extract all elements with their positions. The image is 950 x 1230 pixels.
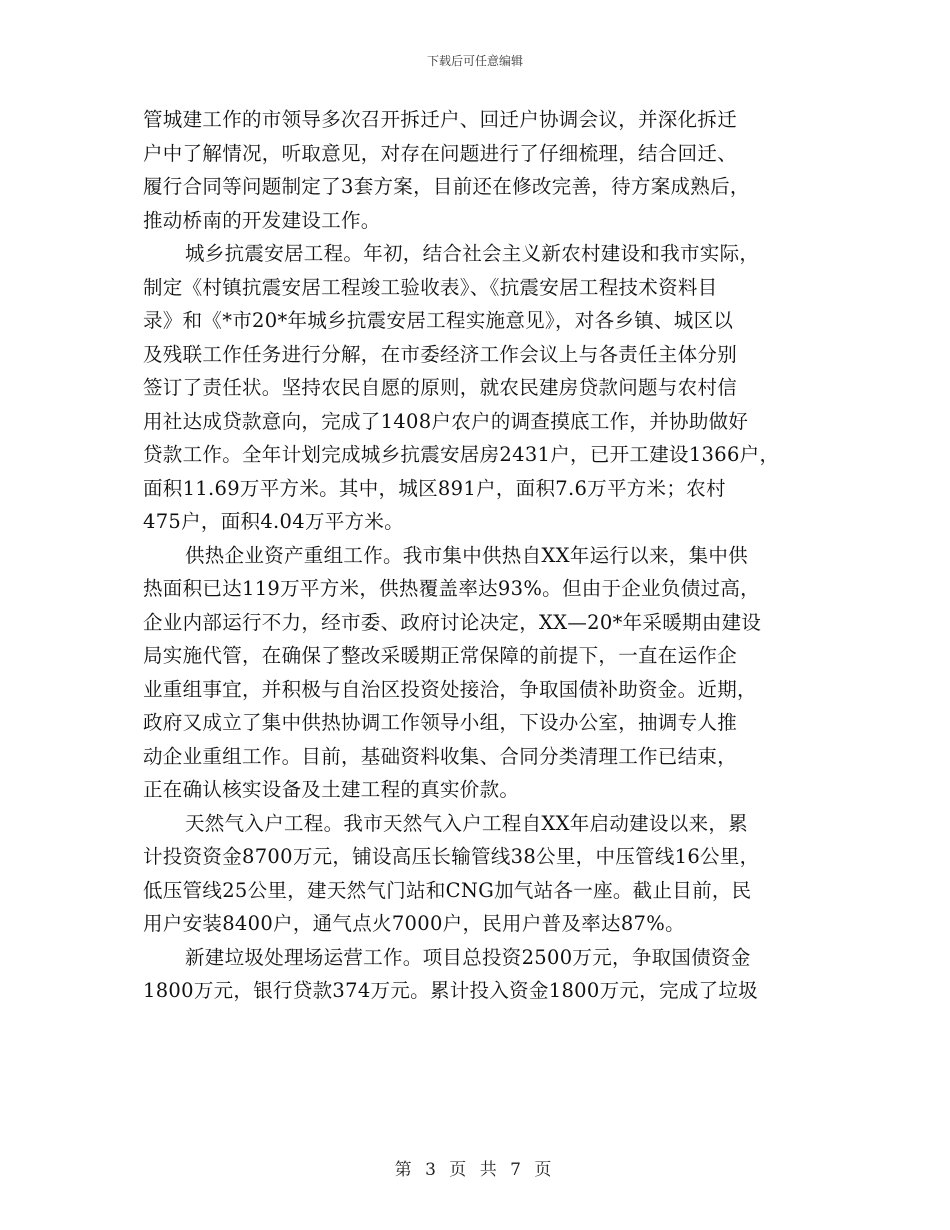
text-line: 低压管线25公里，建天然气门站和CNG加气站各一座。截止目前，民 (143, 878, 752, 902)
text-line: 475户，面积4.04万平方米。 (143, 510, 404, 533)
text-line: 企业内部运行不力，经市委、政府讨论决定，XX—20*年采暖期由建设 (143, 610, 762, 634)
paragraph-earthquake-housing (143, 237, 813, 539)
document-body (143, 103, 813, 1008)
text-line: 1800万元，银行贷款374万元。累计投入资金1800万元，完成了垃圾 (143, 979, 758, 1002)
text-line: 热面积已达119万平方米，供热覆盖率达93%。但由于企业负债过高， (143, 577, 760, 600)
text-line: 正在确认核实设备及土建工程的真实价款。 (143, 778, 520, 801)
text-line: 供热企业资产重组工作。我市集中供热自XX年运行以来，集中供 (185, 543, 748, 567)
paragraph-landfill (143, 941, 813, 1008)
text-line: 贷款工作。全年计划完成城乡抗震安居房2431户，已开工建设1366户， (143, 443, 780, 466)
paragraph-natural-gas (143, 807, 813, 941)
page-header: 下载后可任意编辑 (426, 54, 523, 68)
text-line: 新建垃圾处理场运营工作。项目总投资2500万元，争取国债资金 (185, 945, 751, 969)
text-line: 履行合同等问题制定了3套方案，目前还在修改完善，待方案成熟后， (143, 175, 750, 198)
text-line: 局实施代管，在确保了整改采暖期正常保障的前提下，一直在运作企 (143, 644, 738, 667)
text-line: 天然气入户工程。我市天然气入户工程自XX年启动建设以来，累 (185, 811, 748, 835)
paragraph-heating-restructure (143, 539, 813, 807)
text-line: 用户安装8400户，通气点火7000户，民用户普及率达87%。 (143, 912, 685, 935)
text-line: 动企业重组工作。目前，基础资料收集、合同分类清理工作已结束， (143, 744, 738, 768)
text-line: 政府又成立了集中供热协调工作领导小组，下设办公室，抽调专人推 (143, 711, 738, 734)
text-line: 推动桥南的开发建设工作。 (143, 208, 381, 232)
text-line: 计投资资金8700万元，铺设高压长输管线38公里，中压管线16公里， (143, 845, 760, 868)
text-line: 面积11.69万平方米。其中，城区891户，面积7.6万平方米；农村 (143, 476, 726, 500)
paragraph-continuation (143, 103, 813, 237)
text-line: 户中了解情况，听取意见，对存在问题进行了仔细梳理，结合回迁、 (143, 141, 738, 165)
text-line: 录》和《*市20*年城乡抗震安居工程实施意见》，对各乡镇、城区以 (143, 309, 734, 332)
text-line: 用社达成贷款意向，完成了1408户农户的调查摸底工作，并协助做好 (143, 409, 749, 433)
page-number: 第 3 页 共 7 页 (394, 1160, 556, 1180)
text-line: 管城建工作的市领导多次召开拆迁户、回迁户协调会议，并深化拆迁 (143, 108, 738, 131)
text-line: 城乡抗震安居工程。年初，结合社会主义新农村建设和我市实际， (185, 242, 760, 265)
text-line: 业重组事宜，并积极与自治区投资处接洽，争取国债补助资金。近期， (143, 677, 757, 701)
text-line: 制定《村镇抗震安居工程竣工验收表》、《抗震安居工程技术资料目 (143, 275, 718, 299)
text-line: 签订了责任状。坚持农民自愿的原则，就农民建房贷款问题与农村信 (143, 376, 738, 399)
text-line: 及残联工作任务进行分解，在市委经济工作会议上与各责任主体分别 (143, 342, 738, 366)
